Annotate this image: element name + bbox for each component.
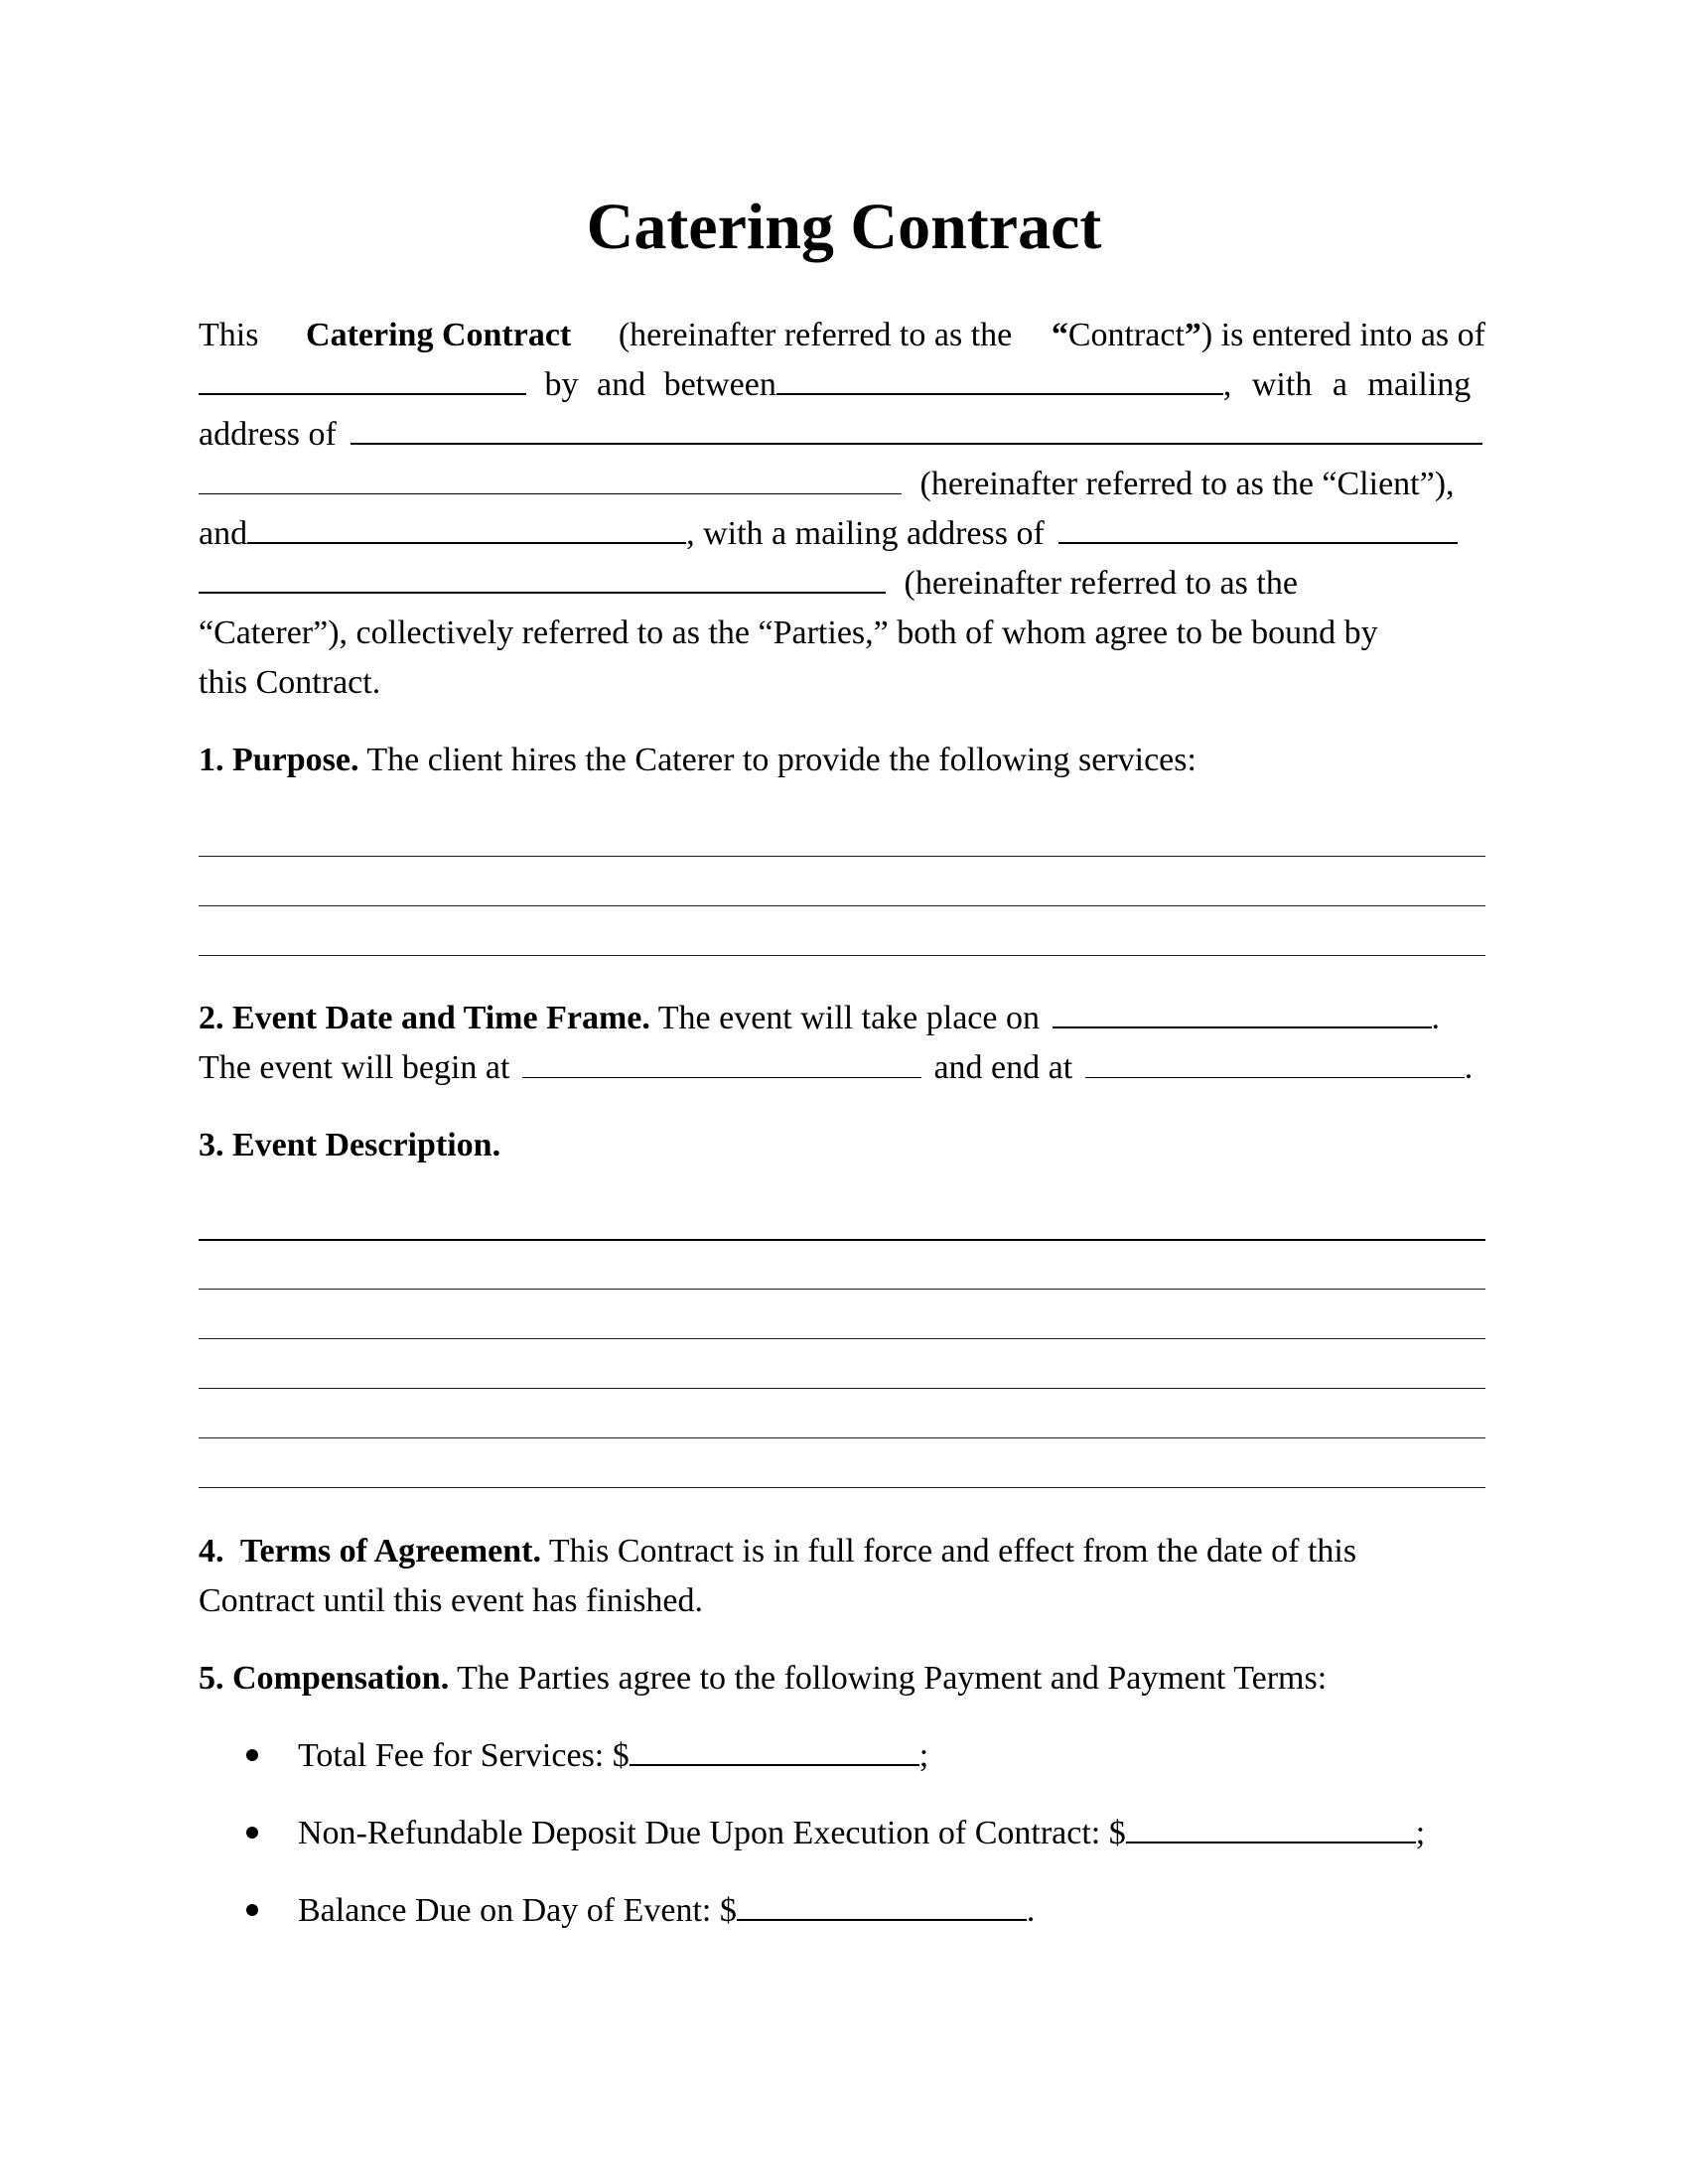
description-line-4[interactable]	[199, 1388, 1485, 1389]
document-title: Catering Contract	[586, 191, 1102, 263]
end-time-blank[interactable]	[1085, 1047, 1465, 1078]
bullet-dot	[246, 1749, 258, 1761]
section-4-heading: 4. Terms of Agreement.	[199, 1533, 541, 1570]
section-4-text-a: This Contract is in full force and effect from the date of this	[548, 1533, 1357, 1570]
intro-line-1	[199, 311, 1485, 360]
intro-line-4	[199, 460, 1485, 509]
balance-blank[interactable]	[737, 1889, 1027, 1921]
section-2-text-a: The event will take place on	[657, 1000, 1040, 1036]
intro-line-2	[199, 360, 1485, 410]
date-blank[interactable]	[199, 363, 526, 395]
intro-contract-name: Catering Contract	[306, 317, 572, 353]
intro-line-6	[199, 559, 1485, 609]
description-line-2[interactable]	[199, 1289, 1485, 1290]
bullet-total-fee	[246, 1731, 928, 1781]
intro-hereinafter: (hereinafter referred to as the	[618, 317, 1013, 353]
intro-address-of: address of	[199, 416, 337, 453]
bullet-dot	[246, 1904, 258, 1916]
description-line-3[interactable]	[199, 1338, 1485, 1339]
bullet-deposit	[246, 1809, 1425, 1858]
quote-open: “	[1051, 317, 1068, 353]
section-1-text: The client hires the Caterer to provide the following services:	[366, 742, 1196, 778]
intro-and: and	[199, 515, 248, 552]
intro-line-7: “Caterer”), collectively referred to as the “Parties,” both of whom agree to be bound by	[199, 614, 1378, 651]
total-fee-blank[interactable]	[630, 1734, 919, 1766]
client-name-blank[interactable]	[776, 363, 1223, 395]
intro-with-mailing: , with a mailing	[1222, 366, 1472, 403]
section-2-text-d: and end at	[933, 1049, 1073, 1086]
section-terms-line-2: Contract until this event has finished.	[199, 1582, 704, 1619]
bullet-label: Total Fee for Services: $	[298, 1737, 630, 1774]
bullet-end: .	[1026, 1892, 1036, 1929]
caterer-address-blank[interactable]	[1058, 512, 1458, 544]
intro-by-and-between: by and between	[544, 366, 776, 403]
intro-contract-word: Contract	[1067, 317, 1185, 353]
purpose-line-1[interactable]	[199, 856, 1485, 857]
section-event-description	[199, 1121, 1485, 1170]
description-line-5[interactable]	[199, 1437, 1485, 1438]
deposit-blank[interactable]	[1126, 1812, 1416, 1843]
period: .	[1464, 1049, 1474, 1086]
caterer-name-blank[interactable]	[247, 512, 686, 544]
description-line-1[interactable]	[199, 1239, 1485, 1241]
section-event-date-line-2	[199, 1043, 1485, 1093]
intro-entered: ) is entered into as of	[1200, 317, 1485, 353]
intro-caterer-mailing: , with a mailing address of	[686, 515, 1045, 552]
intro-line-3	[199, 410, 1485, 460]
section-terms-line-1	[199, 1527, 1485, 1576]
section-2-heading: 2. Event Date and Time Frame.	[199, 1000, 650, 1036]
bullet-label: Balance Due on Day of Event: $	[298, 1892, 737, 1929]
caterer-address-blank-2[interactable]	[199, 562, 886, 594]
period: .	[1431, 1000, 1440, 1036]
section-5-heading: 5. Compensation.	[199, 1660, 450, 1697]
bullet-end: ;	[1415, 1815, 1426, 1851]
section-1-heading: 1. Purpose.	[199, 742, 359, 778]
intro-this: This	[199, 317, 259, 353]
client-address-blank[interactable]	[351, 413, 1482, 445]
bullet-end: ;	[918, 1737, 929, 1774]
purpose-line-2[interactable]	[199, 905, 1485, 906]
intro-client-ref: (hereinafter referred to as the “Client”),	[919, 466, 1455, 502]
bullet-label: Non-Refundable Deposit Due Upon Execution of Contract: $	[298, 1815, 1126, 1851]
quote-close: ”	[1184, 317, 1201, 353]
event-date-blank[interactable]	[1053, 997, 1432, 1028]
description-line-6[interactable]	[199, 1487, 1485, 1488]
intro-caterer-ref: (hereinafter referred to as the	[904, 565, 1298, 602]
section-compensation	[199, 1654, 1485, 1704]
section-5-text: The Parties agree to the following Payment and Payment Terms:	[457, 1660, 1328, 1697]
intro-line-8: this Contract.	[199, 664, 381, 701]
section-2-text-c: The event will begin at	[199, 1049, 510, 1086]
section-3-heading: 3. Event Description.	[199, 1127, 501, 1163]
client-address-blank-2[interactable]	[199, 464, 902, 494]
start-time-blank[interactable]	[522, 1047, 921, 1078]
section-event-date-line-1	[199, 994, 1485, 1043]
bullet-dot	[246, 1827, 258, 1839]
intro-line-5	[199, 509, 1485, 559]
section-purpose	[199, 736, 1485, 785]
bullet-balance	[246, 1886, 1035, 1936]
purpose-line-3[interactable]	[199, 955, 1485, 956]
